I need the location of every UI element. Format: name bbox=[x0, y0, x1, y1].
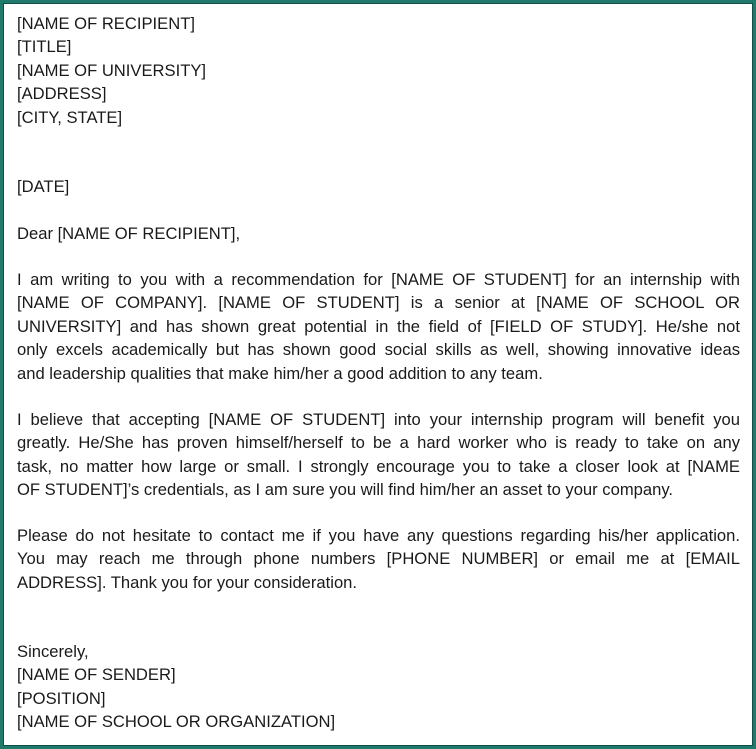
paragraph-line: OF STUDENT]’s credentials, as I am sure you will find him/her an asset to your company. bbox=[17, 480, 674, 500]
paragraph-line: ADDRESS]. Thank you for your consideration. bbox=[17, 572, 358, 592]
paragraph-2 bbox=[17, 408, 740, 502]
paragraph-line: I believe that accepting [NAME OF STUDENT] into your internship program will benefit you bbox=[17, 410, 740, 429]
salutation: Dear [NAME OF RECIPIENT], bbox=[17, 224, 241, 243]
salutation-block bbox=[17, 222, 740, 245]
sender-position: [POSITION] bbox=[17, 688, 106, 708]
recipient-name: [NAME OF RECIPIENT] bbox=[17, 14, 195, 33]
paragraph-3 bbox=[17, 524, 740, 594]
date-block bbox=[17, 175, 740, 198]
recipient-block bbox=[17, 12, 740, 129]
paragraph-line: [NAME OF COMPANY]. [NAME OF STUDENT] is a senior at [NAME OF SCHOOL OR bbox=[17, 293, 740, 313]
paragraph-1 bbox=[17, 268, 740, 385]
paragraph-line: task, no matter how large or small. I strongly encourage you to take a closer look at [NAME bbox=[17, 456, 740, 476]
recipient-city-state: [CITY, STATE] bbox=[17, 107, 123, 127]
paragraph-line: greatly. He/She has proven himself/herself to be a hard worker who is ready to take on any bbox=[17, 433, 740, 453]
recipient-title: [TITLE] bbox=[17, 37, 72, 57]
sender-name: [NAME OF SENDER] bbox=[17, 665, 176, 685]
sender-organization: [NAME OF SCHOOL OR ORGANIZATION] bbox=[17, 712, 336, 732]
paragraph-line: only excels academically but has shown good social skills as well, showing innovative ideas bbox=[17, 340, 740, 360]
paragraph-line: and leadership qualities that make him/her a good addition to any team. bbox=[17, 363, 543, 383]
recipient-address: [ADDRESS] bbox=[17, 84, 107, 104]
paragraph-line: UNIVERSITY] and has shown great potential in the field of [FIELD OF STUDY]. He/she not bbox=[17, 316, 740, 336]
closing-block bbox=[17, 640, 740, 734]
recipient-university: [NAME OF UNIVERSITY] bbox=[17, 60, 207, 80]
paragraph-line: You may reach me through phone numbers [PHONE NUMBER] or email me at [EMAIL bbox=[17, 549, 740, 569]
paragraph-line: I am writing to you with a recommendation for [NAME OF STUDENT] for an internship with bbox=[17, 270, 740, 289]
letter-page bbox=[3, 3, 753, 746]
letter-date: [DATE] bbox=[17, 177, 70, 196]
valediction: Sincerely, bbox=[17, 642, 89, 661]
paragraph-line: Please do not hesitate to contact me if you have any questions regarding his/her application. bbox=[17, 526, 740, 545]
